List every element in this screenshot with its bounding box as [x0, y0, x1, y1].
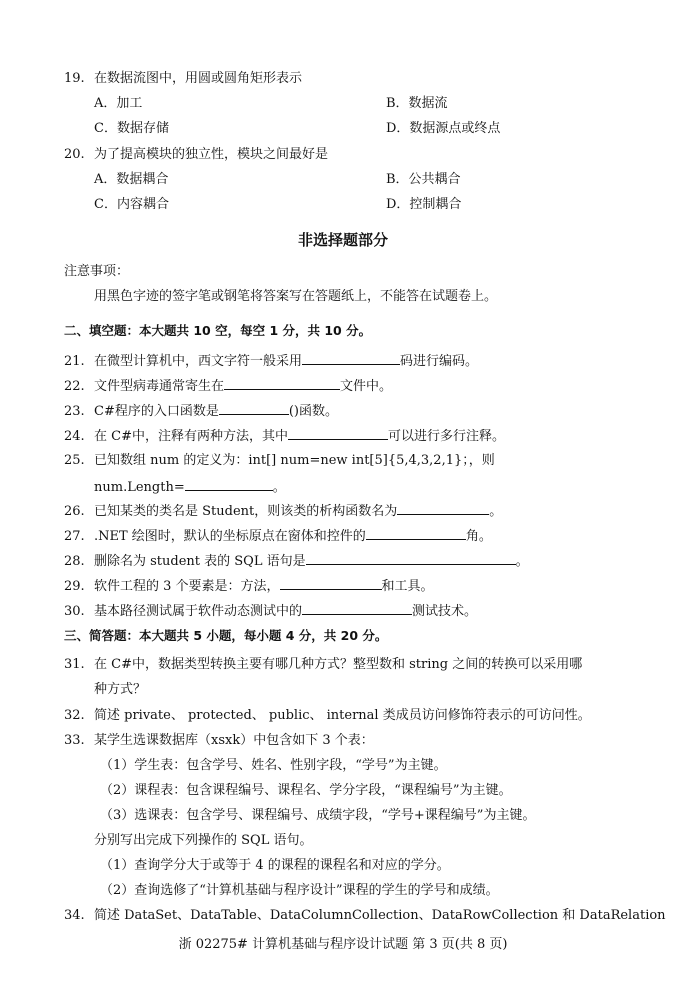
question-text: ()函数。 [288, 404, 338, 419]
question-22 [64, 375, 392, 395]
question-text: 角。 [465, 529, 492, 544]
question-number: 33. [64, 733, 85, 748]
question-number: 28. [64, 554, 85, 569]
question-text: 文件型病毒通常寄生在 [94, 379, 225, 394]
question-text: 在微型计算机中，西文字符一般采用 [94, 354, 303, 369]
q19-option-d: D．数据源点或终点 [386, 121, 501, 136]
q19-option-b: B．数据流 [386, 96, 448, 111]
answer-blank [185, 476, 273, 491]
question-32 [64, 706, 591, 726]
question-number: 34. [64, 908, 85, 923]
question-25 [64, 451, 495, 471]
notice-text: 用黑色字迹的签字笔或钢笔将答案写在答题纸上，不能答在试题卷上。 [94, 289, 498, 304]
q33-sub-2: （2）查询选修了“计算机基础与程序设计”课程的学生的学号和成绩。 [100, 883, 499, 898]
question-stem: 为了提高模块的独立性，模块之间最好是 [94, 147, 329, 162]
answer-blank [302, 350, 400, 365]
question-number: 27. [64, 529, 85, 544]
answer-blank [306, 550, 516, 565]
question-text: 在 C#中，数据类型转换主要有哪几种方式？整型数和 string 之间的转换可以采用哪 [94, 657, 583, 672]
notice-label: 注意事项： [64, 264, 130, 279]
question-number: 31. [64, 657, 85, 672]
part3-heading: 三、简答题：本大题共 5 小题，每小题 4 分，共 20 分。 [64, 628, 388, 643]
question-number: 29. [64, 579, 85, 594]
answer-blank [224, 375, 340, 390]
question-number: 21. [64, 354, 85, 369]
question-number: 20. [64, 147, 85, 162]
question-text: 和工具。 [381, 579, 434, 594]
question-24 [64, 425, 505, 445]
question-27 [64, 525, 492, 545]
q20-option-d: D．控制耦合 [386, 197, 462, 212]
q33-instruction: 分别写出完成下列操作的 SQL 语句。 [94, 833, 313, 848]
question-33 [64, 731, 374, 751]
question-text: 已知数组 num 的定义为：int[] num=new int[5]{5,4,3,2,1}；，则 [94, 453, 495, 468]
question-text: 。 [272, 480, 286, 495]
question-25-cont [94, 476, 286, 496]
question-number: 23. [64, 404, 85, 419]
question-number: 26. [64, 504, 85, 519]
question-text: 可以进行多行注释。 [387, 429, 505, 444]
question-29 [64, 575, 434, 595]
answer-blank [280, 575, 382, 590]
question-text: 某学生选课数据库（xsxk）中包含如下 3 个表： [94, 733, 374, 748]
question-text: 文件中。 [340, 379, 393, 394]
q20-option-a: A．数据耦合 [94, 172, 169, 187]
question-21 [64, 350, 478, 370]
question-number: 25. [64, 453, 85, 468]
section-title: 非选择题部分 [297, 231, 388, 249]
answer-blank [397, 500, 489, 515]
question-text: num.Length= [94, 480, 185, 495]
q19-option-c: C．数据存储 [94, 121, 169, 136]
question-text: 删除名为 student 表的 SQL 语句是 [94, 554, 306, 569]
question-20 [64, 145, 328, 165]
answer-blank [288, 425, 388, 440]
q20-option-c: C．内容耦合 [94, 197, 169, 212]
question-28 [64, 550, 529, 570]
question-26 [64, 500, 502, 520]
question-stem: 在数据流图中，用圆或圆角矩形表示 [94, 71, 303, 86]
question-34 [64, 906, 666, 926]
question-text: 软件工程的 3 个要素是：方法， [94, 579, 280, 594]
question-number: 30. [64, 604, 85, 619]
q19-option-a: A．加工 [94, 96, 143, 111]
question-number: 19. [64, 71, 85, 86]
question-text: 码进行编码。 [400, 354, 479, 369]
q33-sub-1: （1）查询学分大于或等于 4 的课程的课程名和对应的学分。 [100, 858, 450, 873]
page-footer: 浙 02275# 计算机基础与程序设计试题 第 3 页(共 8 页) [178, 937, 508, 952]
answer-blank [219, 400, 289, 415]
q20-option-b: B．公共耦合 [386, 172, 461, 187]
question-23 [64, 400, 338, 420]
q33-table-3: （3）选课表：包含学号、课程编号、成绩字段，“学号+课程编号”为主键。 [100, 808, 536, 823]
question-text: 在 C#中，注释有两种方法，其中 [94, 429, 288, 444]
answer-blank [366, 525, 466, 540]
question-31 [64, 655, 582, 675]
part2-heading: 二、填空题：本大题共 10 空，每空 1 分，共 10 分。 [64, 323, 372, 338]
question-30 [64, 600, 477, 620]
question-text: 简述 DataSet、DataTable、DataColumnCollection、DataRowCollection 和 DataRelation [94, 908, 666, 923]
q33-table-2: （2）课程表：包含课程编号、课程名、学分字段，“课程编号”为主键。 [100, 783, 512, 798]
question-number: 32. [64, 708, 85, 723]
question-text: 已知某类的类名是 Student，则该类的析构函数名为 [94, 504, 398, 519]
question-text: C#程序的入口函数是 [94, 404, 219, 419]
question-number: 22. [64, 379, 85, 394]
q33-table-1: （1）学生表：包含学号、姓名、性别字段，“学号”为主键。 [100, 758, 447, 773]
question-text: 。 [515, 554, 529, 569]
question-number: 24. [64, 429, 85, 444]
question-text: 测试技术。 [412, 604, 478, 619]
answer-blank [302, 600, 412, 615]
question-text: 基本路径测试属于软件动态测试中的 [94, 604, 303, 619]
question-19 [64, 69, 302, 89]
question-text: 。 [489, 504, 503, 519]
question-text: 简述 private、 protected、 public、 internal 类成员访问修饰符表示的可访问性。 [94, 708, 591, 723]
question-31-cont: 种方式？ [94, 682, 147, 697]
question-text: .NET 绘图时，默认的坐标原点在窗体和控件的 [94, 529, 366, 544]
